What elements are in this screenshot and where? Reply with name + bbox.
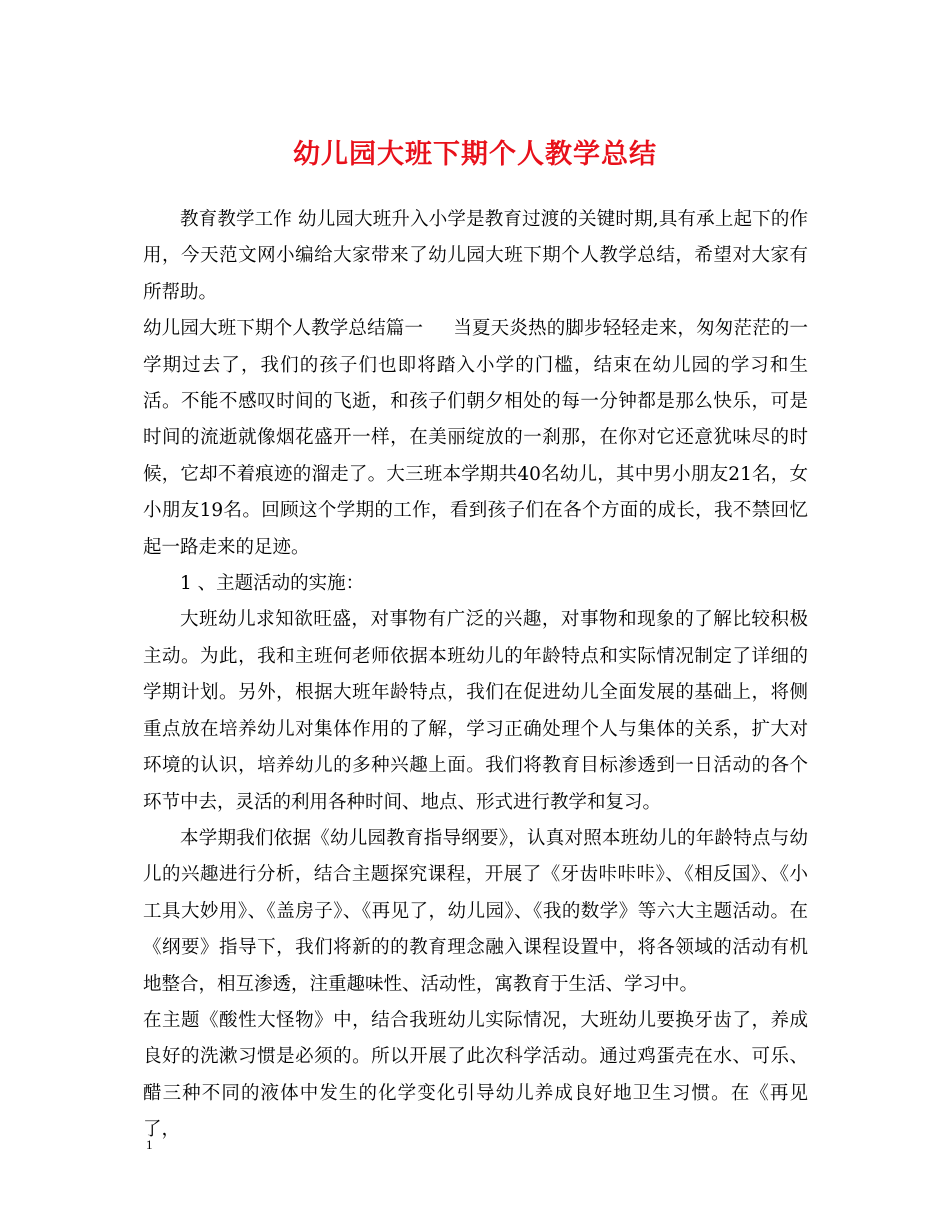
section-heading: 幼儿园大班下期个人教学总结篇一 bbox=[143, 318, 424, 340]
paragraph-2: 大班幼儿求知欲旺盛，对事物有广泛的兴趣，对事物和现象的了解比较积极主动。为此，我和主班何老师依据本班幼儿的年龄特点和实际情况制定了详细的学期计划。另外，根据大班年龄特点，我们在促进幼儿全面发展的基础上，将侧重点放在培养幼儿对集体作用的了解，学习正确处理个人与集体的关系，扩大对环境的认识，培养幼儿的多种兴趣上面。我们将教育目标渗透到一日活动的各个环节中去，灵活的利用各种时间、地点、形式进行教学和复习。 bbox=[143, 609, 808, 813]
intro-paragraph: 教育教学工作 幼儿园大班升入小学是教育过渡的关键时期,具有承上起下的作用，今天范文网小编给大家带来了幼儿园大班下期个人教学总结，希望对大家有所帮助。 bbox=[143, 209, 808, 303]
section-text: 当夏天炎热的脚步轻轻走来，匆匆茫茫的一学期过去了，我们的孩子们也即将踏入小学的门槛，结束在幼儿园的学习和生活。不能不感叹时间的飞逝，和孩子们朝夕相处的每一分钟都是那么快乐，可是时间的流逝就像烟花盛开一样，在美丽绽放的一刹那，在你对它还意犹味尽的时候，它却不着痕迹的溜走了。大三班本学期共40名幼儿，其中男小朋友21名，女小朋友19名。回顾这个学期的工作，看到孩子们在各个方面的成长，我不禁回忆起一路走来的足迹。 bbox=[143, 318, 808, 558]
paragraph-4: 在主题《酸性大怪物》中，结合我班幼儿实际情况，大班幼儿要换牙齿了，养成良好的洗漱习惯是必须的。所以开展了此次科学活动。通过鸡蛋壳在水、可乐、醋三种不同的液体中发生的化学变化引导幼儿养成良好地卫生习惯。在《再见了， bbox=[143, 1009, 808, 1141]
paragraph-3: 本学期我们依据《幼儿园教育指导纲要》，认真对照本班幼儿的年龄特点与幼儿的兴趣进行分析，结合主题探究课程，开展了《牙齿咔咔咔》、《相反国》、《小工具大妙用》、《盖房子》、《再见了，幼儿园》、《我的数学》等六大主题活动。在《纲要》指导下，我们将新的的教育理念融入课程设置中，将各领域的活动有机地整合，相互渗透，注重趣味性、活动性，寓教育于生活、学习中。 bbox=[143, 827, 808, 995]
document-title: 幼儿园大班下期个人教学总结 bbox=[293, 139, 657, 170]
subheading: 1 、主题活动的实施： bbox=[180, 573, 365, 595]
document-body bbox=[143, 202, 808, 1149]
page-number: 1 bbox=[146, 1137, 153, 1152]
section-paragraph bbox=[143, 311, 808, 566]
